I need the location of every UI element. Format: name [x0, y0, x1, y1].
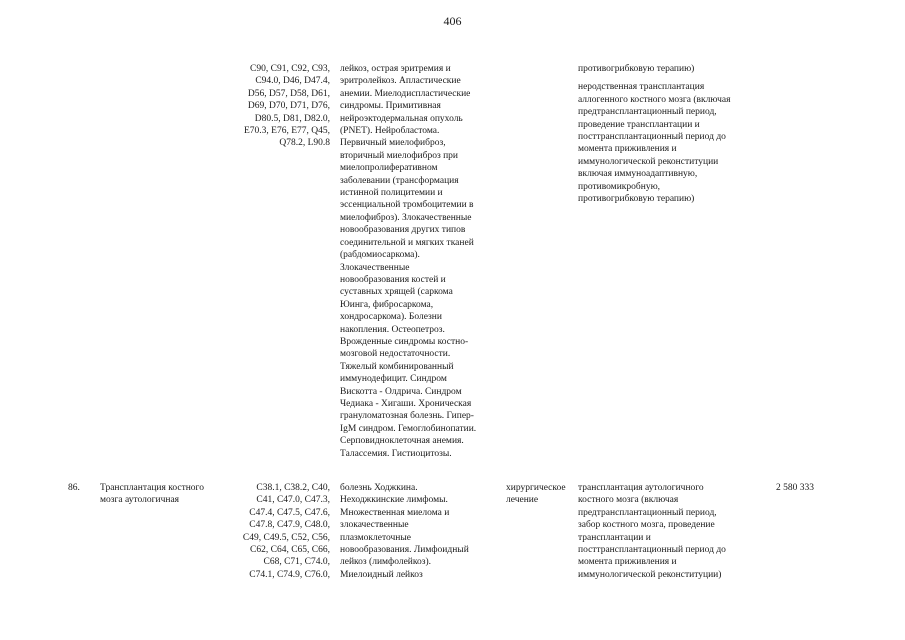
text-line: новообразования других типов — [340, 225, 466, 236]
row-number: 86. — [68, 483, 80, 493]
text-line: C94.0, D46, D47.4, — [255, 76, 330, 87]
text-line: C41, C47.0, C47.3, — [256, 495, 330, 506]
text-line: истинной полицитемии и — [340, 188, 443, 199]
text-line: вторичный миелофиброз при — [340, 150, 458, 161]
text-line: посттрансплантационный период до — [578, 545, 726, 556]
text-line: проведение трансплантации и — [578, 119, 700, 130]
text-line: лейкоз, острая эритремия и — [340, 64, 451, 74]
method-paragraph — [578, 63, 768, 75]
text-line: трансплантация аутологичного — [578, 483, 704, 493]
text-line: Вискотта - Олдрича. Синдром — [340, 386, 462, 397]
text-line: нейроэктодермальная опухоль — [340, 113, 463, 124]
text-line: эссенциальной тромбоцитемии в — [340, 200, 474, 211]
text-line: иммунологической реконституции) — [578, 569, 722, 580]
text-line: посттрансплантационный период до — [578, 132, 726, 143]
text-line: Тяжелый комбинированный — [340, 361, 454, 372]
text-line: лечение — [506, 495, 539, 506]
treatment-type — [506, 482, 576, 507]
text-line: Первичный миелофиброз, — [340, 138, 446, 149]
cost-value: 2 580 333 — [776, 483, 814, 493]
text-line: (рабдомиосаркома). — [340, 250, 420, 261]
text-line: C47.4, C47.5, C47.6, — [249, 507, 330, 518]
text-line: Врожденные синдромы костно- — [340, 336, 469, 347]
text-line: E70.3, E76, E77, Q45, — [243, 126, 330, 137]
text-line: мозговой недостаточности. — [340, 349, 451, 360]
page-number: 406 — [443, 14, 462, 28]
treatment-method — [578, 482, 768, 581]
text-line: суставных хрящей (саркома — [340, 287, 453, 298]
text-line: эритролейкоз. Апластические — [340, 76, 461, 87]
text-line: трансплантации и — [578, 532, 651, 543]
text-line: заболевании (трансформация — [340, 175, 459, 186]
text-line: C68, C71, C74.0, — [263, 557, 330, 568]
text-line: аллогенного костного мозга (включая — [578, 94, 731, 105]
text-line: C62, C64, C65, C66, — [250, 545, 330, 556]
row-name — [100, 482, 235, 507]
text-line: противогрибковую терапию) — [578, 194, 695, 205]
text-line: включая иммуноадаптивную, — [578, 169, 698, 180]
text-line: Злокачественные — [340, 262, 410, 273]
text-line: Трансплантация костного — [100, 483, 204, 493]
text-line: хондросаркома). Болезни — [340, 312, 442, 323]
text-line: злокачественные — [340, 520, 409, 531]
text-line: неродственная трансплантация — [578, 82, 705, 93]
text-line: Чедиака - Хигаши. Хроническая — [340, 398, 472, 409]
text-line: забор костного мозга, проведение — [578, 520, 715, 531]
treatment-method — [578, 63, 768, 205]
diagnosis-codes — [228, 482, 330, 581]
text-line: плазмоклеточные — [340, 532, 411, 543]
text-line: C90, C91, C92, C93, — [250, 64, 330, 74]
text-line: D56, D57, D58, D61, — [247, 88, 330, 99]
text-line: накопления. Остеопетроз. — [340, 324, 445, 335]
text-line: противомикробную, — [578, 181, 661, 192]
text-line: Неходжкинские лимфомы. — [340, 495, 448, 506]
diagnosis-description — [340, 482, 500, 581]
text-line: C74.1, C74.9, C76.0, — [249, 569, 330, 580]
text-line: момента приживления и — [578, 144, 677, 155]
text-line: хирургическое — [506, 483, 566, 493]
text-line: C47.8, C47.9, C48.0, — [249, 520, 330, 531]
text-line: костного мозга (включая — [578, 495, 679, 506]
text-line: предтрансплантационный период, — [578, 107, 717, 118]
text-line: болезнь Ходжкина. — [340, 483, 418, 493]
text-line: миелопролиферативном — [340, 163, 438, 174]
text-line: IgM синдром. Гемоглобинопатии. — [340, 423, 477, 434]
text-line: Q78.2, L90.8 — [279, 138, 330, 149]
text-line: синдромы. Примитивная — [340, 101, 441, 112]
text-line: новообразования. Лимфоидный — [340, 545, 469, 556]
text-line: Талассемия. Гистиоцитозы. — [340, 448, 452, 459]
text-line: Серповидноклеточная анемия. — [340, 436, 464, 447]
diagnosis-description — [340, 63, 500, 460]
text-line: (PNET). Нейробластома. — [340, 126, 440, 137]
text-line: новообразования костей и — [340, 274, 446, 285]
text-line: мозга аутологичная — [100, 495, 180, 506]
text-line: Множественная миелома и — [340, 507, 450, 518]
text-line: миелофиброз). Злокачественные — [340, 212, 472, 223]
text-line: D80.5, D81, D82.0, — [254, 113, 330, 124]
text-line: C49, C49.5, C52, C56, — [242, 532, 330, 543]
text-line: иммунодефицит. Синдром — [340, 374, 447, 385]
text-line: лейкоз (лимфолейкоз). — [340, 557, 432, 568]
text-line: грануломатозная болезнь. Гипер- — [340, 411, 474, 422]
text-line: Миелоидный лейкоз — [340, 569, 423, 580]
text-line: Юинга, фибросаркома, — [340, 299, 434, 310]
text-line: D69, D70, D71, D76, — [247, 101, 330, 112]
text-line: противогрибковую терапию) — [578, 64, 695, 74]
text-line: соединительной и мягких тканей — [340, 237, 474, 248]
text-line: иммунологической реконституции — [578, 156, 719, 167]
text-line: момента приживления и — [578, 557, 677, 568]
text-line: анемии. Миелодиспластические — [340, 88, 471, 99]
text-line: C38.1, C38.2, C40, — [256, 483, 330, 493]
text-line: предтрансплантационный период, — [578, 507, 717, 518]
method-paragraph — [578, 81, 768, 205]
method-paragraph — [578, 482, 768, 581]
diagnosis-codes — [228, 63, 330, 150]
